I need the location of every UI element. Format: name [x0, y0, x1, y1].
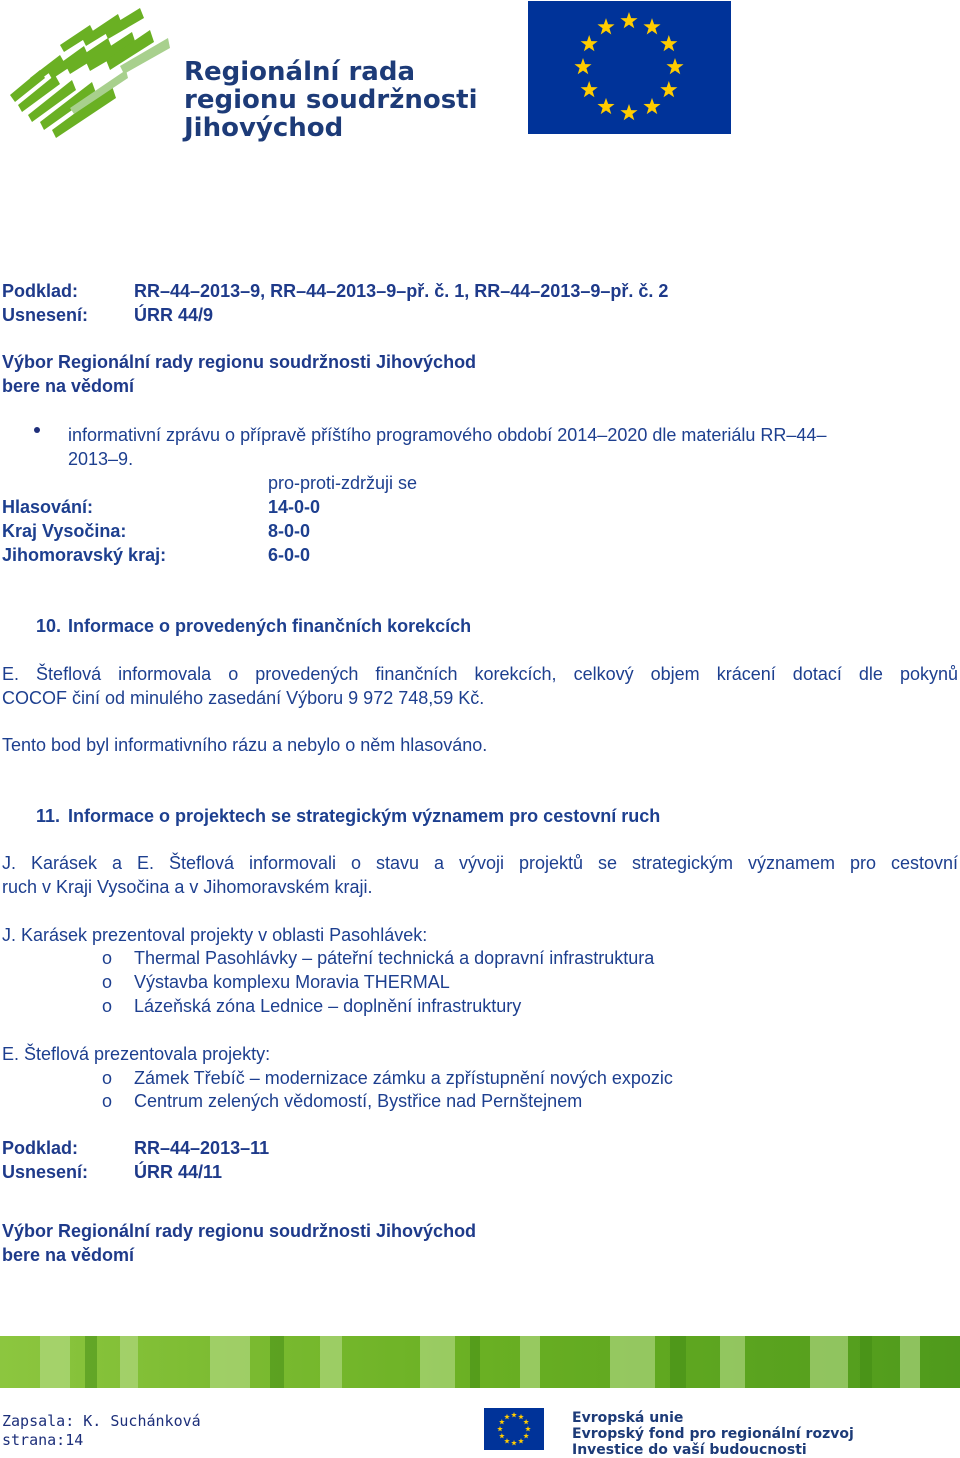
vote-value: 8-0-0: [268, 521, 311, 541]
list-item: Zámek Třebíč – modernizace zámku a zpřístupnění nových expozic: [134, 1068, 673, 1088]
logo-line3: Jihovýchod: [184, 113, 344, 143]
bullet-text-line2: 2013–9.: [68, 449, 134, 469]
section-number: 10.: [36, 616, 62, 636]
regional-logo-text: [184, 58, 478, 142]
regional-logo-icon: [0, 0, 180, 150]
list-item: Výstavba komplexu Moravia THERMAL: [134, 972, 450, 992]
vote-value: 14-0-0: [268, 497, 321, 517]
eu-line1: Evropská unie: [572, 1410, 684, 1426]
section-number: 11.: [36, 806, 61, 826]
eu-footer-text: [572, 1410, 854, 1458]
section-paragraph-line1: E. Šteflová informovala o provedených finančních korekcích, celkový objem krácení dotací dle pokynů: [2, 664, 958, 684]
logo-line2: regionu soudržnosti: [184, 85, 478, 115]
section-title: Informace o provedených finančních korekcích: [68, 616, 472, 636]
usneseni-label: Usnesení:: [2, 305, 89, 325]
karasek-intro: J. Karásek prezentoval projekty v oblasti Pasohlávek:: [2, 925, 428, 945]
committee-action: bere na vědomí: [2, 376, 135, 396]
committee-title: Výbor Regionální rady regionu soudržnosti Jihovýchod: [2, 1221, 477, 1241]
eu-flag-icon: [528, 1, 731, 134]
section-title: Informace o projektech se strategickým významem pro cestovní ruch: [68, 806, 661, 826]
podklad-value: RR–44–2013–9, RR–44–2013–9–př. č. 1, RR–44–2013–9–př. č. 2: [134, 281, 669, 301]
logo-line1: Regionální rada: [184, 57, 416, 87]
podklad-label: Podklad:: [2, 281, 79, 301]
section-paragraph-line2: ruch v Kraji Vysočina a v Jihomoravském kraji.: [2, 877, 373, 897]
bullet-icon: [34, 427, 40, 433]
vote-label: Jihomoravský kraj:: [2, 545, 167, 565]
list-item: Lázeňská zóna Lednice – doplnění infrastruktury: [134, 996, 522, 1016]
podklad-label: Podklad:: [2, 1138, 79, 1158]
list-marker: o: [102, 996, 113, 1016]
vote-label: Kraj Vysočina:: [2, 521, 127, 541]
eu-line2: Evropský fond pro regionální rozvoj: [572, 1426, 854, 1442]
eu-footer-flag-icon: [484, 1408, 544, 1450]
vote-value: 6-0-0: [268, 545, 311, 565]
usneseni-label: Usnesení:: [2, 1162, 89, 1182]
list-item: Thermal Pasohlávky – páteřní technická a dopravní infrastruktura: [134, 948, 655, 968]
list-item: Centrum zelených vědomostí, Bystřice nad Pernštejnem: [134, 1091, 583, 1111]
footer-author: Zapsala: K. Suchánková: [2, 1412, 201, 1430]
list-marker: o: [102, 1068, 113, 1088]
section-note: Tento bod byl informativního rázu a nebylo o něm hlasováno.: [2, 735, 488, 755]
podklad-value: RR–44–2013–11: [134, 1138, 270, 1158]
footer-stripe-icon: [0, 1336, 960, 1388]
committee-title: Výbor Regionální rady regionu soudržnosti Jihovýchod: [2, 352, 477, 372]
vote-header: pro-proti-zdržuji se: [268, 473, 418, 493]
vote-label: Hlasování:: [2, 497, 94, 517]
committee-action: bere na vědomí: [2, 1245, 135, 1265]
eu-line3: Investice do vaší budoucnosti: [572, 1442, 807, 1458]
list-marker: o: [102, 972, 113, 992]
list-marker: o: [102, 1091, 113, 1111]
list-marker: o: [102, 948, 113, 968]
usneseni-value: ÚRR 44/11: [134, 1162, 223, 1182]
bullet-text-line1: informativní zprávu o přípravě příštího programového období 2014–2020 dle materiálu RR–44–: [68, 425, 827, 445]
footer-page: strana:14: [2, 1431, 84, 1449]
section-paragraph-line1: J. Karásek a E. Šteflová informovali o stavu a vývoji projektů se strategickým významem pro cestovní: [2, 853, 958, 873]
steflova-intro: E. Šteflová prezentovala projekty:: [2, 1044, 271, 1064]
section-paragraph-line2: COCOF činí od minulého zasedání Výboru 9 972 748,59 Kč.: [2, 688, 485, 708]
usneseni-value: ÚRR 44/9: [134, 305, 214, 325]
